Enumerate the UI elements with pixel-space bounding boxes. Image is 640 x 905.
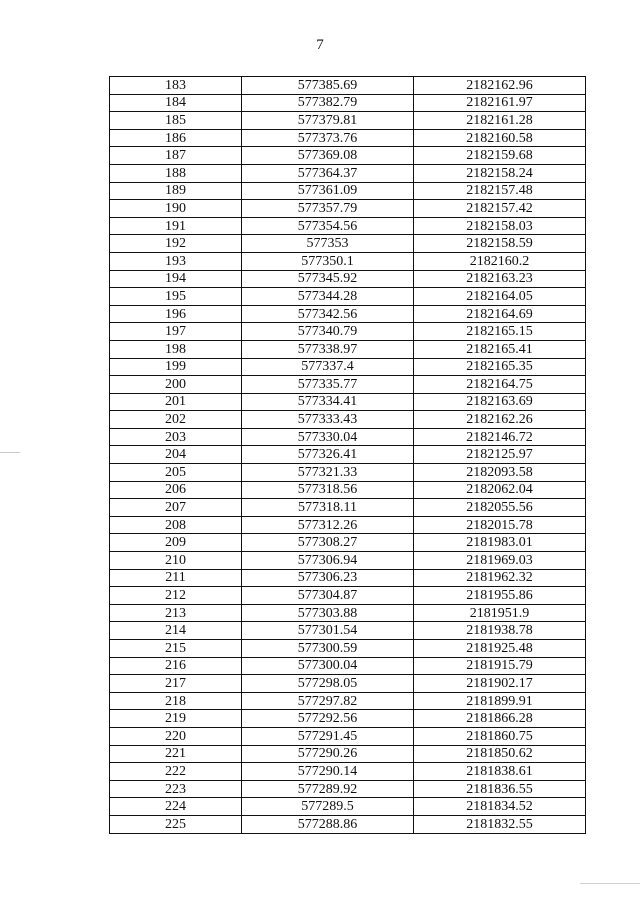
table-row: [110, 727, 586, 745]
x-coordinate-cell: 577337.4: [242, 358, 414, 376]
table-row: [110, 763, 586, 781]
y-coordinate-cell: 2182164.05: [414, 288, 586, 306]
point-number-cell: 225: [110, 815, 242, 833]
y-coordinate-cell: 2182165.35: [414, 358, 586, 376]
table-row: [110, 94, 586, 112]
y-coordinate-cell: 2181915.79: [414, 657, 586, 675]
point-number-cell: 218: [110, 692, 242, 710]
point-number-cell: 184: [110, 94, 242, 112]
table-row: [110, 393, 586, 411]
table-row: [110, 200, 586, 218]
point-number-cell: 224: [110, 798, 242, 816]
y-coordinate-cell: 2182158.24: [414, 164, 586, 182]
point-number-cell: 217: [110, 675, 242, 693]
x-coordinate-cell: 577301.54: [242, 622, 414, 640]
point-number-cell: 203: [110, 428, 242, 446]
y-coordinate-cell: 2181850.62: [414, 745, 586, 763]
y-coordinate-cell: 2181962.32: [414, 569, 586, 587]
table-row: [110, 428, 586, 446]
y-coordinate-cell: 2181860.75: [414, 727, 586, 745]
x-coordinate-cell: 577369.08: [242, 147, 414, 165]
x-coordinate-cell: 577342.56: [242, 305, 414, 323]
page-number: 7: [316, 37, 324, 53]
y-coordinate-cell: 2181902.17: [414, 675, 586, 693]
point-number-cell: 200: [110, 376, 242, 394]
y-coordinate-cell: 2182062.04: [414, 481, 586, 499]
x-coordinate-cell: 577318.11: [242, 499, 414, 517]
table-row: [110, 604, 586, 622]
y-coordinate-cell: 2181899.91: [414, 692, 586, 710]
x-coordinate-cell: 577308.27: [242, 534, 414, 552]
table-row: [110, 534, 586, 552]
point-number-cell: 195: [110, 288, 242, 306]
table-row: [110, 745, 586, 763]
table-row: [110, 305, 586, 323]
point-number-cell: 211: [110, 569, 242, 587]
x-coordinate-cell: 577290.26: [242, 745, 414, 763]
table-row: [110, 815, 586, 833]
table-row: [110, 358, 586, 376]
y-coordinate-cell: 2181832.55: [414, 815, 586, 833]
y-coordinate-cell: 2182165.41: [414, 340, 586, 358]
x-coordinate-cell: 577288.86: [242, 815, 414, 833]
point-number-cell: 185: [110, 112, 242, 130]
table-row: [110, 499, 586, 517]
table-row: [110, 411, 586, 429]
table-row: [110, 692, 586, 710]
table-row: [110, 288, 586, 306]
y-coordinate-cell: 2182163.69: [414, 393, 586, 411]
x-coordinate-cell: 577292.56: [242, 710, 414, 728]
table-row: [110, 481, 586, 499]
x-coordinate-cell: 577340.79: [242, 323, 414, 341]
y-coordinate-cell: 2182163.23: [414, 270, 586, 288]
x-coordinate-cell: 577373.76: [242, 129, 414, 147]
y-coordinate-cell: 2182158.03: [414, 217, 586, 235]
y-coordinate-cell: 2181834.52: [414, 798, 586, 816]
table-row: [110, 217, 586, 235]
y-coordinate-cell: 2181938.78: [414, 622, 586, 640]
point-number-cell: 213: [110, 604, 242, 622]
x-coordinate-cell: 577357.79: [242, 200, 414, 218]
y-coordinate-cell: 2182157.42: [414, 200, 586, 218]
point-number-cell: 222: [110, 763, 242, 781]
y-coordinate-cell: 2182055.56: [414, 499, 586, 517]
x-coordinate-cell: 577361.09: [242, 182, 414, 200]
table-row: [110, 569, 586, 587]
x-coordinate-cell: 577345.92: [242, 270, 414, 288]
point-number-cell: 183: [110, 77, 242, 95]
y-coordinate-cell: 2181951.9: [414, 604, 586, 622]
table-row: [110, 112, 586, 130]
x-coordinate-cell: 577330.04: [242, 428, 414, 446]
table-row: [110, 640, 586, 658]
point-number-cell: 219: [110, 710, 242, 728]
x-coordinate-cell: 577385.69: [242, 77, 414, 95]
y-coordinate-cell: 2182125.97: [414, 446, 586, 464]
point-number-cell: 191: [110, 217, 242, 235]
x-coordinate-cell: 577312.26: [242, 516, 414, 534]
x-coordinate-cell: 577289.5: [242, 798, 414, 816]
table-row: [110, 182, 586, 200]
x-coordinate-cell: 577300.59: [242, 640, 414, 658]
x-coordinate-cell: 577334.41: [242, 393, 414, 411]
table-row: [110, 710, 586, 728]
y-coordinate-cell: 2181983.01: [414, 534, 586, 552]
table-row: [110, 77, 586, 95]
point-number-cell: 188: [110, 164, 242, 182]
table-row: [110, 147, 586, 165]
point-number-cell: 209: [110, 534, 242, 552]
table-row: [110, 164, 586, 182]
y-coordinate-cell: 2182161.97: [414, 94, 586, 112]
table-row: [110, 252, 586, 270]
x-coordinate-cell: 577326.41: [242, 446, 414, 464]
x-coordinate-cell: 577291.45: [242, 727, 414, 745]
point-number-cell: 194: [110, 270, 242, 288]
table-row: [110, 376, 586, 394]
scan-edge-mark: [580, 883, 640, 884]
y-coordinate-cell: 2182161.28: [414, 112, 586, 130]
x-coordinate-cell: 577289.92: [242, 780, 414, 798]
y-coordinate-cell: 2181955.86: [414, 587, 586, 605]
y-coordinate-cell: 2181836.55: [414, 780, 586, 798]
y-coordinate-cell: 2182165.15: [414, 323, 586, 341]
point-number-cell: 199: [110, 358, 242, 376]
y-coordinate-cell: 2181838.61: [414, 763, 586, 781]
x-coordinate-cell: 577344.28: [242, 288, 414, 306]
table-row: [110, 235, 586, 253]
point-number-cell: 216: [110, 657, 242, 675]
point-number-cell: 205: [110, 464, 242, 482]
x-coordinate-cell: 577321.33: [242, 464, 414, 482]
table-row: [110, 675, 586, 693]
x-coordinate-cell: 577303.88: [242, 604, 414, 622]
point-number-cell: 198: [110, 340, 242, 358]
y-coordinate-cell: 2182146.72: [414, 428, 586, 446]
y-coordinate-cell: 2182157.48: [414, 182, 586, 200]
point-number-cell: 221: [110, 745, 242, 763]
x-coordinate-cell: 577338.97: [242, 340, 414, 358]
x-coordinate-cell: 577306.23: [242, 569, 414, 587]
y-coordinate-cell: 2182158.59: [414, 235, 586, 253]
y-coordinate-cell: 2182093.58: [414, 464, 586, 482]
y-coordinate-cell: 2182160.58: [414, 129, 586, 147]
table-row: [110, 323, 586, 341]
x-coordinate-cell: 577379.81: [242, 112, 414, 130]
table-row: [110, 587, 586, 605]
y-coordinate-cell: 2182159.68: [414, 147, 586, 165]
point-number-cell: 196: [110, 305, 242, 323]
table-row: [110, 516, 586, 534]
scan-edge-mark: [0, 452, 20, 453]
table-row: [110, 780, 586, 798]
point-number-cell: 223: [110, 780, 242, 798]
point-number-cell: 192: [110, 235, 242, 253]
point-number-cell: 208: [110, 516, 242, 534]
point-number-cell: 187: [110, 147, 242, 165]
coordinates-table: [109, 76, 586, 834]
point-number-cell: 197: [110, 323, 242, 341]
y-coordinate-cell: 2182162.26: [414, 411, 586, 429]
x-coordinate-cell: 577306.94: [242, 552, 414, 570]
x-coordinate-cell: 577354.56: [242, 217, 414, 235]
table-row: [110, 464, 586, 482]
x-coordinate-cell: 577333.43: [242, 411, 414, 429]
table-row: [110, 552, 586, 570]
point-number-cell: 186: [110, 129, 242, 147]
table-row: [110, 446, 586, 464]
point-number-cell: 201: [110, 393, 242, 411]
y-coordinate-cell: 2182164.75: [414, 376, 586, 394]
y-coordinate-cell: 2182164.69: [414, 305, 586, 323]
x-coordinate-cell: 577290.14: [242, 763, 414, 781]
coordinates-table-body: [110, 77, 586, 834]
y-coordinate-cell: 2181969.03: [414, 552, 586, 570]
table-row: [110, 129, 586, 147]
point-number-cell: 202: [110, 411, 242, 429]
y-coordinate-cell: 2182162.96: [414, 77, 586, 95]
x-coordinate-cell: 577297.82: [242, 692, 414, 710]
x-coordinate-cell: 577350.1: [242, 252, 414, 270]
x-coordinate-cell: 577304.87: [242, 587, 414, 605]
point-number-cell: 220: [110, 727, 242, 745]
x-coordinate-cell: 577353: [242, 235, 414, 253]
point-number-cell: 204: [110, 446, 242, 464]
table-row: [110, 622, 586, 640]
y-coordinate-cell: 2181866.28: [414, 710, 586, 728]
point-number-cell: 215: [110, 640, 242, 658]
table-row: [110, 798, 586, 816]
table-row: [110, 270, 586, 288]
y-coordinate-cell: 2182160.2: [414, 252, 586, 270]
y-coordinate-cell: 2182015.78: [414, 516, 586, 534]
x-coordinate-cell: 577318.56: [242, 481, 414, 499]
point-number-cell: 190: [110, 200, 242, 218]
table-row: [110, 340, 586, 358]
point-number-cell: 214: [110, 622, 242, 640]
point-number-cell: 207: [110, 499, 242, 517]
y-coordinate-cell: 2181925.48: [414, 640, 586, 658]
point-number-cell: 189: [110, 182, 242, 200]
point-number-cell: 210: [110, 552, 242, 570]
x-coordinate-cell: 577364.37: [242, 164, 414, 182]
x-coordinate-cell: 577335.77: [242, 376, 414, 394]
point-number-cell: 193: [110, 252, 242, 270]
x-coordinate-cell: 577298.05: [242, 675, 414, 693]
table-row: [110, 657, 586, 675]
point-number-cell: 206: [110, 481, 242, 499]
x-coordinate-cell: 577382.79: [242, 94, 414, 112]
x-coordinate-cell: 577300.04: [242, 657, 414, 675]
point-number-cell: 212: [110, 587, 242, 605]
